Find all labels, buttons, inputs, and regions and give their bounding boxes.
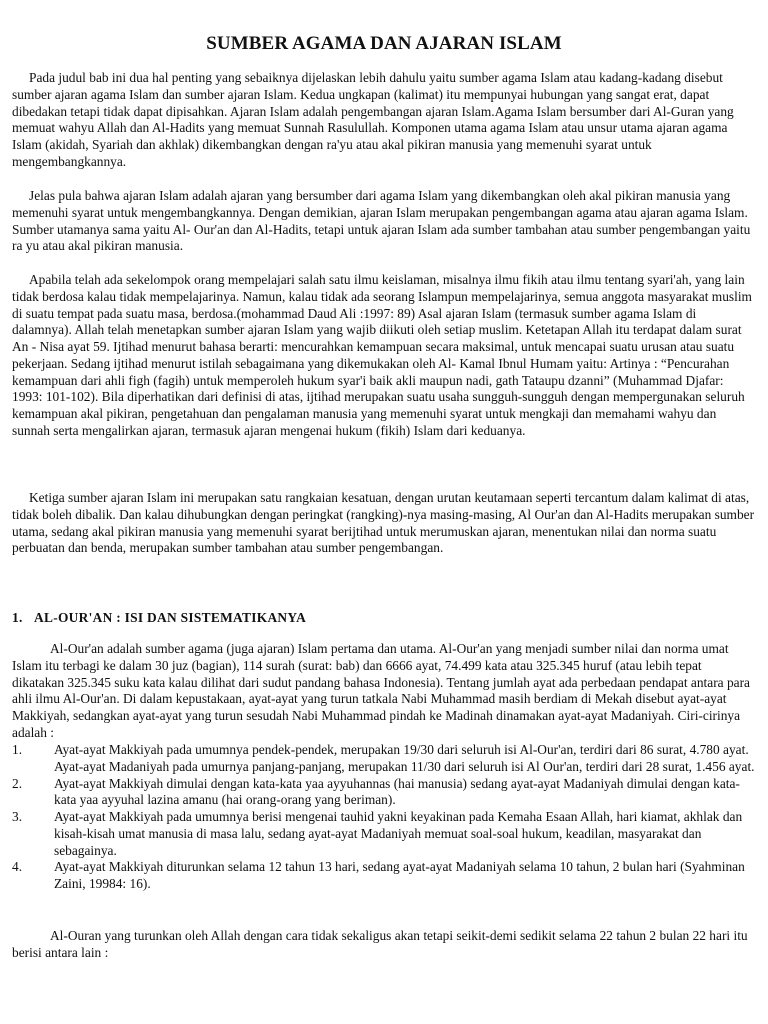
list-item-text: Ayat-ayat Makkiyah pada umumnya berisi mengenai tauhid yakni keyakinan pada Kemaha Esaan Allah, hari kiamat, akhlak dan kisah-kisah umat manusia di masa lalu, sedang ayat-ayat Madaniyah memuat soal-soal hukum, keadilan, masyarakat dan sebagainya.: [54, 809, 743, 858]
list-item-text: Ayat-ayat Makkiyah diturunkan selama 12 tahun 13 hari, sedang ayat-ayat Madaniyah selama 10 tahun, 2 bulan hari (Syahminan Zaini, 19984: 16).: [54, 859, 745, 891]
paragraph-2: Jelas pula bahwa ajaran Islam adalah ajaran yang bersumber dari agama Islam yang dikembangkan oleh akal pikiran manusia yang memenuhi syarat untuk mengembangkannya. Dengan demikian, ajaran Islam merupakan pengembangan agama atau ajaran agama Islam. Sumber utamanya sama yaitu Al- Our'an dan Al-Hadits, tetapi untuk ajaran Islam ada sumber tambahan atau sumber pengembangan yaitu ra yu atau akal pikiran manusia.: [12, 188, 751, 254]
section-heading: [12, 609, 306, 626]
list-item-text: Ayat-ayat Makkiyah dimulai dengan kata-kata yaa ayyuhannas (hai manusia) sedang ayat-ayat Madaniyah dimulai dengan kata-kata yaa ayyuhal lazina amanu (hai orang-orang yang beriman).: [54, 775, 740, 808]
list-item-number: 3.: [12, 809, 23, 824]
closing-paragraph: Al-Ouran yang turunkan oleh Allah dengan cara tidak sekaligus akan tetapi seikit-demi sedikit selama 22 tahun 2 bulan 22 hari itu berisi antara lain :: [12, 928, 748, 960]
list-item-text: Ayat-ayat Makkiyah pada umumnya pendek-pendek, merupakan 19/30 dari seluruh isi Al-Our'an, terdiri dari 86 surat, 4.780 ayat. Ayat-ayat Madaniyah pada umurnya panjang-panjang, merupakan 11/30 dari seluruh isi Al Our'an, terdiri dari 28 surat, 1.456 ayat.: [54, 742, 755, 774]
paragraph-3: Apabila telah ada sekelompok orang mempelajari salah satu ilmu keislaman, misalnya ilmu fikih atau ilmu tentang syari'ah, yang lain tidak berdosa kalau tidak mempelajarinya. Namun, kalau tidak ada seorang Islampun mempelajarinya, semua anggota masyarakat muslim di suatu tempat pada suatu masa, berdosa.(mohammad Daud Ali :1997: 89) Asal ajaran Islam (termasuk sumber agama Islam di dalamnya). Allah telah menetapkan sumber ajaran Islam yang wajib diikuti oleh setiap muslim. Ketetapan Allah itu terdapat dalam surat An - Nisa ayat 59. Ijtihad menurut bahasa berarti: mencurahkan kemampuan secara maksimal, untuk mencapai suatu urusan atau suatu pekerjaan. Sedang ijtihad menurut istilah sebagaimana yang dikemukakan oleh Al- Kamal Ibnul Humam yaitu: Artinya : “Pencurahan kemampuan dari ahli figh (fagih) untuk memperoleh hukum syar'i baik akli maupun nadi, gath Tataupu dzanni” (Muhammad Djafar: 1993: 101-102). Bila diperhatikan dari definisi di atas, ijtihad merupakan suatu usaha sungguh-sungguh dengan mempergunakan seluruh kemampuan akal pikiran, pengetahuan dan pengalaman manusia yang memenuhi syarat untuk mengkaji dan memahami wahyu dan sunnah serta mengalirkan ajaran, termasuk ajaran mengenai hukum (fikih) Islam dari keduanya.: [12, 272, 752, 438]
list-item-number: 4.: [12, 859, 23, 875]
section-intro-paragraph: Al-Our'an adalah sumber agama (juga ajaran) Islam pertama dan utama. Al-Our'an yang menjadi sumber nilai dan norma umat Islam itu terbagi ke dalam 30 juz (bagian), 114 surah (surat: bab) dan 6666 ayat, 74.499 kata atau 325.345 huruf (atau lebih tepat dikatakan 325.345 suku kata kalau dilihat dari sudut pandang bahasa Indonesia). Tentang jumlah ayat ada perbedaan pendapat antara para ahli ilmu Al-Our'an. Di dalam kepustakaan, ayat-ayat yang turun tatkala Nabi Muhammad masih berdiam di Mekah disebut ayat-ayat Makkiyah, sedangkan ayat-ayat yang turun sesudah Nabi Muhammad pindah ke Madinah dinamakan ayat-ayat Madaniyah. Ciri-cirinya adalah :: [12, 641, 751, 740]
list-item-number: 1.: [12, 742, 23, 757]
paragraph-4: Ketiga sumber ajaran Islam ini merupakan satu rangkaian kesatuan, dengan urutan keutamaan seperti tercantum dalam kalimat di atas, tidak boleh dibalik. Dan kalau dihubungkan dengan peringkat (rangking)-nya masing-masing, Al Our'an dan Al-Hadits merupakan sumber utama, sedang akal pikiran manusia yang memenuhi syarat berijtihad untuk merumuskan ajaran, menentukan nilai dan norma suatu perbuatan dan benda, merupakan sumber tambahan atau sumber pengembangan.: [12, 490, 755, 556]
section-title: AL-OUR'AN : ISI DAN SISTEMATIKANYA: [34, 610, 307, 625]
list-item-number: 2.: [12, 775, 23, 791]
list-item: [12, 742, 756, 776]
paragraph-1: Pada judul bab ini dua hal penting yang sebaiknya dijelaskan lebih dahulu yaitu sumber agama Islam atau kadang-kadang disebut sumber ajaran agama Islam dan sumber ajaran Islam. Kedua ungkapan (kalimat) itu mempunyai hubungan yang sangat erat, dapat dibedakan tetapi tidak dapat dipisahkan. Ajaran Islam adalah pengembangan ajaran Islam.Agama Islam bersumber dari Al-Guran yang memuat wahyu Allah dan Al-Hadits yang memuat Sunnah Rasulullah. Komponen utama agama Islam atau unsur utama ajaran agama Islam (akidah, Syariah dan akhlak) dikembangkan dengan ra'yu atau akal pikiran manusia yang memenuhi syarat untuk mengembangkannya.: [12, 70, 734, 169]
list-item: [12, 859, 756, 893]
list-item: [12, 809, 756, 859]
list-item: [12, 776, 756, 810]
section-number: 1.: [12, 610, 23, 625]
characteristics-list: [12, 742, 756, 893]
document-title: SUMBER AGAMA DAN AJARAN ISLAM: [206, 33, 562, 54]
